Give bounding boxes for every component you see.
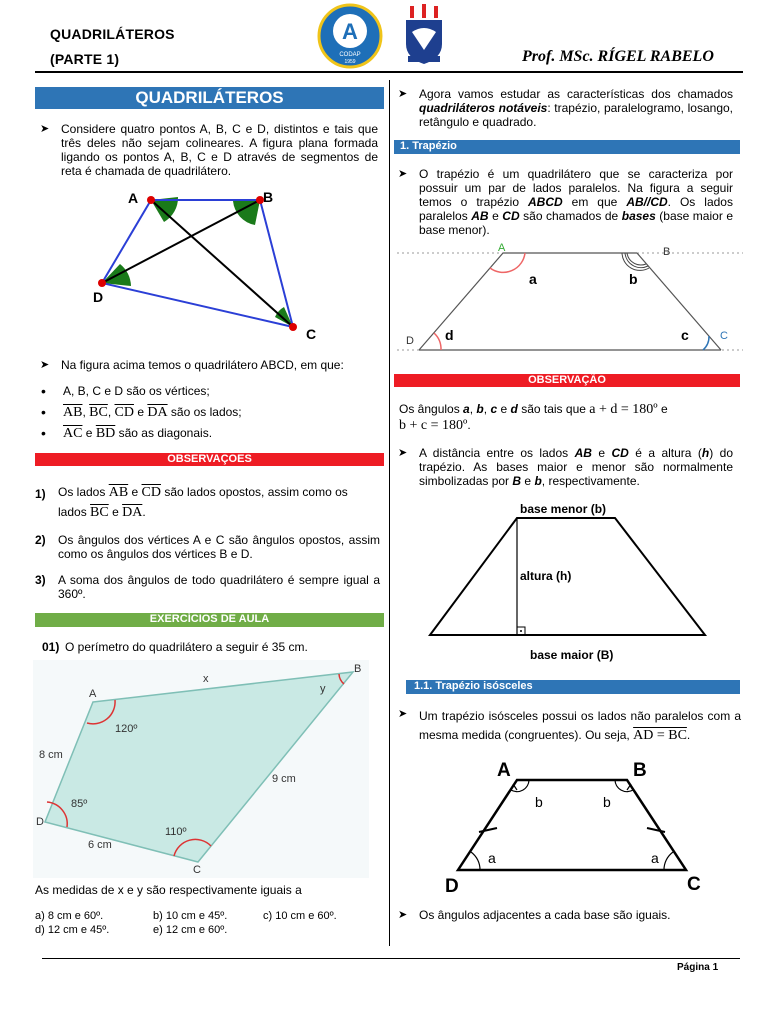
obs1-line1: Os lados $\overline{AB}$ e $\overline{CD}$ são lados opostos, assim como os [58,485,348,500]
logo-text: CODAP [339,52,361,58]
exercise-question: As medidas de x e y são respectivamente iguais a [35,883,302,897]
obs3-text: A soma dos ângulos de todo quadrilátero é sempre igual a 360º. [58,573,380,601]
notable-intro: Agora vamos estudar as características dos chamados quadriláteros notáveis: trapézio, paralelogramo, losango, retângulo e quadrado. [419,87,733,129]
height-definition: A distância entre os lados AB e CD é a altura (h) do trapézio. As bases maior e menor são normalmente simbolizadas por B e b, respectivamente. [419,446,734,488]
fig4-base-menor: base menor (b) [520,502,607,516]
fig2-angle-a: 120º [115,723,138,735]
trapezio-height-figure [427,498,712,664]
header-rule [35,71,743,73]
codap-logo [317,3,383,69]
fig2-label-x: x [203,673,209,685]
page-number: Página 1 [677,962,719,973]
option-a: a) 8 cm e 60º. [35,910,104,922]
isosceles-trapezio-figure [415,756,715,898]
fig3-label-a: A [498,242,506,254]
obs3-number: 3) [35,573,46,587]
trapezio-definition: O trapézio é um quadrilátero que se caracteriza por possuir um par de lados paralelos. Na figura a seguir temos o trapézio ABCD em que AB//CD. Os lados paralelos AB e CD são chamados de bases (base maior e base menor). [419,167,733,237]
fig5-angle-a-left: a [488,850,496,866]
university-crest-logo [400,4,448,68]
fig3-angle-b: b [629,271,638,287]
exercise-number: 01) [42,640,60,654]
quadrilateral-elements-list [39,381,242,444]
arrow-bullet-icon: ➤ [398,88,408,100]
fig3-angle-c: c [681,327,689,343]
trapezio-bar: 1. Trapézio [394,140,740,154]
fig5-label-c: C [687,874,701,895]
fig5-label-b: B [633,760,647,781]
list-item: • $\overline{AC}$ e $\overline{BD}$ são as diagonais. [39,423,242,444]
header-title: QUADRILÁTEROS [50,26,175,42]
list-item: • A, B, C e D são os vértices; [39,381,242,402]
fig5-label-d: D [445,876,459,897]
fig2-side-ad: 8 cm [39,749,63,761]
option-e: e) 12 cm e 60º. [153,924,228,936]
arrow-bullet-icon: ➤ [398,909,408,921]
observacao-bar: OBSERVAÇÃO [394,374,740,387]
fig2-label-c: C [193,864,201,876]
option-c: c) 10 cm e 60º. [263,910,337,922]
exercise-statement: O perímetro do quadrilátero a seguir é 35 cm. [65,640,308,654]
logo-letter: A [342,19,358,44]
option-d: d) 12 cm e 45º. [35,924,110,936]
fig2-label-b: B [354,663,362,675]
adjacent-angles-text: Os ângulos adjacentes a cada base são iguais. [419,908,671,922]
fig1-label-d: D [93,289,104,305]
angles-sum-text: Os ângulos a, b, c e d são tais que a + d = 180º e [399,402,668,417]
logo-year: 1959 [344,59,356,65]
fig3-angle-d: d [445,327,454,343]
list-item: • $\overline{AB}$, $\overline{BC}$, $\overline{CD}$ e $\overline{DA}$ são os lados; [39,402,242,423]
trapezio-angles-figure [397,228,743,354]
fig3-label-d: D [406,335,414,347]
obs1-line2: lados $\overline{BC}$ e $\overline{DA}$. [58,505,146,520]
fig2-angle-d: 85º [71,798,88,810]
section-title-quadrilateros: QUADRILÁTEROS [35,87,384,109]
header-part: (PARTE 1) [50,51,120,67]
fig3-angle-a: a [529,271,537,287]
fig3-label-c: C [720,330,728,342]
isosceles-definition: Um trapézio isósceles possui os lados não paralelos com a mesma medida (congruentes). Ou seja, AD = BC. [419,709,741,743]
arrow-bullet-icon: ➤ [398,708,408,720]
fig5-angle-b-left: b [535,794,543,810]
option-b: b) 10 cm e 45º. [153,910,228,922]
fig2-label-a: A [89,688,97,700]
arrow-bullet-icon: ➤ [40,359,50,371]
trapezio-isosceles-bar: 1.1. Trapézio isósceles [406,680,740,694]
fig5-label-a: A [497,760,511,781]
fig5-angle-a-right: a [651,850,659,866]
footer-rule [42,958,740,959]
obs1-number: 1) [35,487,46,501]
obs2-number: 2) [35,533,46,547]
fig2-label-y: y [320,683,326,695]
author: Prof. MSc. RÍGEL RABELO [522,48,714,65]
arrow-bullet-icon: ➤ [398,447,408,459]
fig1-label-c: C [306,326,317,342]
fig3-label-b: B [663,246,671,258]
in-figure-text: Na figura acima temos o quadrilátero ABCD, em que: [61,358,344,372]
fig2-angle-c: 110º [165,826,187,838]
arrow-bullet-icon: ➤ [398,168,408,180]
fig4-altura: altura (h) [520,569,572,583]
arrow-bullet-icon: ➤ [40,123,50,135]
obs2-text: Os ângulos dos vértices A e C são ângulos opostos, assim como os ângulos dos vértices B e D. [58,533,380,561]
fig2-side-dc: 6 cm [88,839,112,851]
column-divider [389,80,390,946]
observacoes-bar: OBSERVAÇOES [35,453,384,466]
angles-sum-eq2: b + c = 180º. [399,418,471,433]
intro-text: Considere quatro pontos A, B, C e D, distintos e tais que três deles não sejam colineares. A figura plana formada ligando os pontos A, B, C e D através de segmentos de reta é chamada de quadrilátero. [61,122,378,178]
exercise-quadrilateral-figure [33,660,369,878]
fig1-label-a: A [128,190,139,206]
fig2-side-bc: 9 cm [272,773,296,785]
fig5-angle-b-right: b [603,794,611,810]
exercicios-bar: EXERCÍCIOS DE AULA [35,613,384,627]
fig4-base-maior: base maior (B) [530,648,614,662]
fig1-label-b: B [263,189,274,205]
quadrilateral-figure [88,183,328,343]
fig2-label-d: D [36,816,44,828]
